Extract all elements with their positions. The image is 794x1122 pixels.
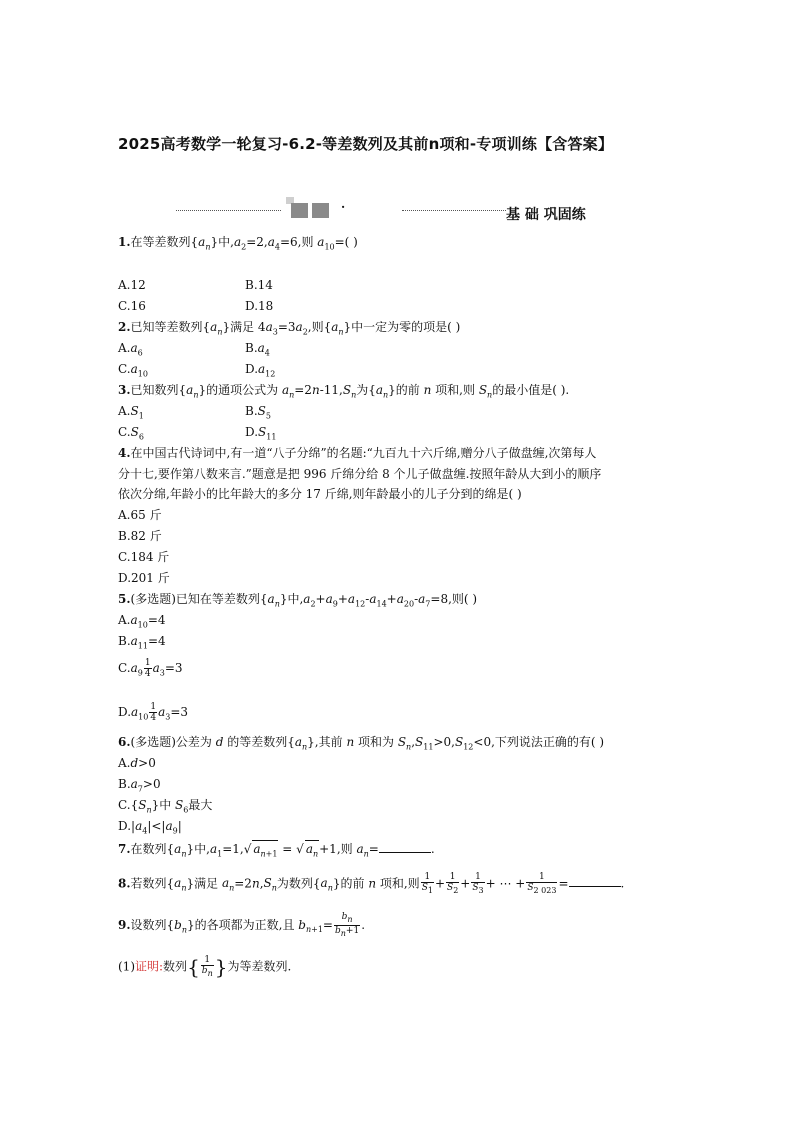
decorative-block [291,203,308,218]
question-5-option-b: $B.a_{11}=4$ [118,634,166,651]
section-label: 基 础 巩固练 [506,207,586,223]
question-6-option-b: $B.a_7>0$ [118,777,161,794]
question-5-option-c: $C.a_9$ $\frac{1}{4}$ $a_3=3$ [118,658,183,679]
question-1-option-d: D.18 [245,299,274,313]
fraction: $\frac{1}{S_{2 023}}$ [527,872,557,895]
fraction: $\frac{1}{S_3}$ [472,872,484,895]
proof-label: 证明: [135,959,164,974]
question-9-part-1: (1)证明:数列{ $\frac{1}{b_n}$ }为等差数列. [118,954,292,979]
divider-right [402,210,506,211]
page-title: 2025高考数学一轮复习-6.2-等差数列及其前n项和-专项训练【含答案】 [118,135,614,153]
question-3-option-a: $A.S_1$ [118,404,144,421]
question-9-stem: 9.设数列$\{b_n\}$的各项都为正数,且 $b_{n+1}=$ $\frac{b_n}{b_n+1}$ . [118,912,366,938]
fraction: $\frac{1}{4}$ [150,702,157,723]
question-5-option-d: $D.a_{10}$ $\frac{1}{4}$ $a_3=3$ [118,702,189,723]
question-6-stem: 6.(多选题)公差为 d 的等差数列$\{a_n\}$,其前 n 项和为 $S_n,S_{11}>0,S_{12}<0$,下列说法正确的有( ) [118,735,605,752]
fraction: $\frac{1}{4}$ [144,658,151,679]
fraction: $\frac{1}{S_1}$ [421,872,433,895]
question-3-option-c: $C.S_6$ [118,425,144,442]
question-2-option-d: $D.a_{12}$ [245,362,276,379]
question-2-stem: 2.已知等差数列$\{a_n\}$满足 $4a_3=3a_2$,则$\{a_n\}$中一定为零的项是( ) [118,320,461,337]
question-4-stem-line-1: 4.在中国古代诗词中,有一道“八子分绵”的名题:“九百九十六斤绵,赠分八子做盘缠,次第每人 [118,446,597,460]
question-5-option-a: $A.a_{10}=4$ [118,613,166,630]
question-3-stem: 3.已知数列$\{a_n\}$的通项公式为 $a_n=2n-11,S_n$为$\{a_n\}$的前 n 项和,则 $S_n$的最小值是( ). [118,383,570,400]
question-7-stem: 7.在数列$\{a_n\}$中$,a_1=1,√$ $a_{n+1}$ = √ $a_n+1$,则 $a_n=$ . [118,840,435,862]
question-4-option-d: D.201 斤 [118,571,170,585]
divider-left [176,210,281,211]
question-2-option-a: $A.a_6$ [118,341,143,358]
question-4-option-a: A.65 斤 [118,508,162,522]
section-dot: · [341,200,346,214]
question-8-stem: 8.若数列$\{a_n\}$满足 $a_n=2n,S_n$为数列$\{a_n\}$的前 n 项和,则 $\frac{1}{S_1}$ + $\frac{1}{S_2}$ + $\frac{1}{S_3}$ + ⋯ + $\frac{1}{S_{2 023}}$ = . [118,872,625,895]
question-4-option-b: B.82 斤 [118,529,162,543]
fraction: $\frac{1}{b_n}$ [201,955,213,978]
section-header [176,196,621,224]
question-4-stem-line-2: 分十七,要作第八数来言.”题意是把 996 斤绵分给 8 个儿子做盘缠.按照年龄从大到小的顺序 [118,467,602,481]
question-3-option-d: $D.S_{11}$ [245,425,277,442]
fraction: $\frac{b_n}{b_n+1}$ [334,912,360,938]
question-4-stem-line-3: 依次分绵,年龄小的比年龄大的多分 17 斤绵,则年龄最小的儿子分到的绵是( ) [118,487,522,501]
question-2-option-c: $C.a_{10}$ [118,362,148,379]
question-6-option-d: $D.|a_4|<|a_9|$ [118,819,182,836]
question-2-option-b: $B.a_4$ [245,341,270,358]
question-5-stem: 5.(多选题)已知在等差数列$\{a_n\}$中$,a_2+a_9+a_{12}-a_{14}+a_{20}-a_7=8$,则( ) [118,592,478,609]
question-1-stem: 1.在等差数列$\{a_n\}$中$,a_2=2,a_4=6$,则 $a_{10}=$( ) [118,235,358,252]
decorative-block [312,203,329,218]
question-1-option-b: B.14 [245,278,273,292]
question-6-option-c: $C.\{S_n\}$中 $S_6$最大 [118,798,213,815]
question-4-option-c: C.184 斤 [118,550,170,564]
question-1-option-a: A.12 [118,278,146,292]
answer-blank [569,875,621,887]
question-3-option-b: $B.S_5$ [245,404,271,421]
question-6-option-a: A.d>0 [118,756,156,770]
fraction: $\frac{1}{S_2}$ [447,872,459,895]
question-1-option-c: C.16 [118,299,146,313]
answer-blank [379,841,431,853]
